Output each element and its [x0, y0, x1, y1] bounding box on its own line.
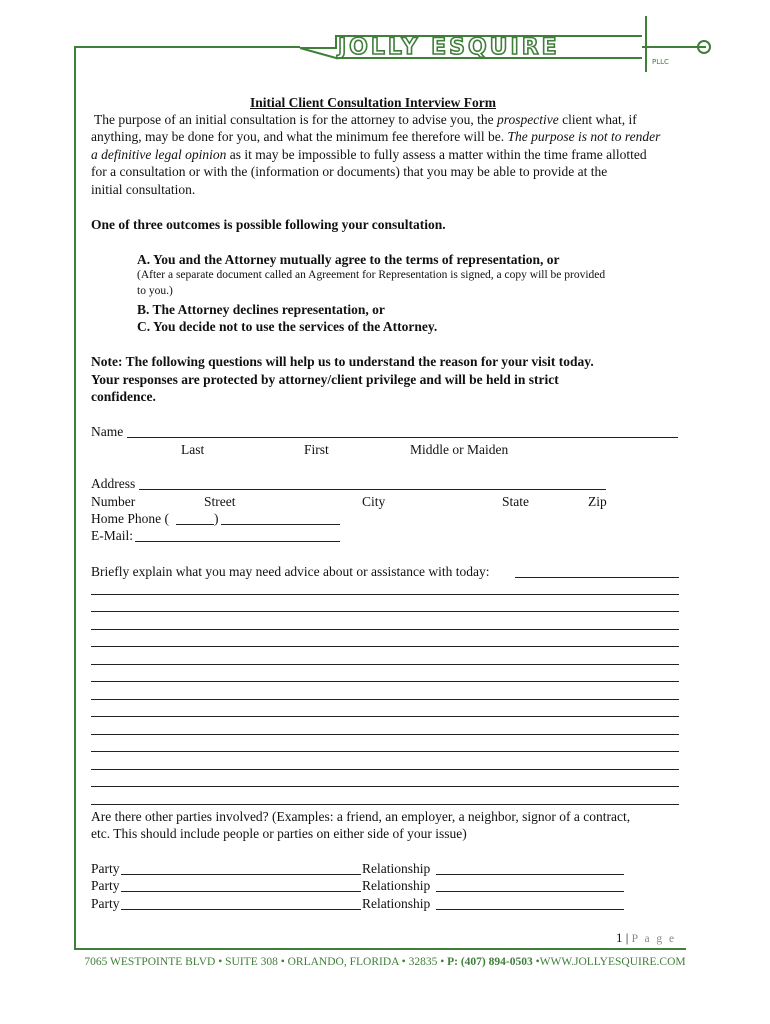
email-label: E-Mail: — [91, 528, 133, 543]
explain-line-9[interactable] — [91, 734, 679, 735]
name-middle-label: Middle or Maiden — [410, 442, 509, 457]
footer-contact: 7065 WESTPOINTE BLVD • SUITE 308 • ORLANDO, FLORIDA • 32835 • P: (407) 894-0503 •WWW.JOLLYESQUIRE.COM — [84, 956, 686, 968]
page-number: 1 | P a g e — [616, 930, 677, 945]
form-title: Initial Client Consultation Interview Form — [250, 95, 496, 110]
name-label: Name — [91, 424, 124, 439]
party-field-3[interactable] — [121, 909, 361, 910]
name-field[interactable] — [127, 437, 678, 438]
relationship-label-1: Relationship — [362, 861, 431, 876]
parties-line-2: etc. This should include people or parties on either side of your issue) — [91, 826, 467, 841]
page-frame-bottom — [74, 948, 686, 950]
svg-text:JOLLY ESQUIRE: JOLLY ESQUIRE — [338, 35, 560, 60]
name-last-label: Last — [181, 442, 205, 457]
party-field-1[interactable] — [121, 874, 361, 875]
relationship-field-1[interactable] — [436, 874, 624, 875]
parties-line-1: Are there other parties involved? (Examples: a friend, an employer, a neighbor, signor of a contract, — [91, 809, 631, 824]
note-line-1: Note: The following questions will help us to understand the reason for your visit today. — [91, 354, 594, 369]
note-line-3: confidence. — [91, 389, 156, 404]
phone-number-field[interactable] — [221, 524, 340, 525]
outcome-a-note-1: (After a separate document called an Agreement for Representation is signed, a copy will be provided — [137, 269, 606, 281]
explain-line-7[interactable] — [91, 699, 679, 700]
addr-street-label: Street — [204, 494, 236, 509]
relationship-label-2: Relationship — [362, 878, 431, 893]
intro-line-4: for a consultation or with the (information or documents) that you may be able to provide at the — [91, 164, 608, 179]
party-field-2[interactable] — [121, 891, 361, 892]
party-label-3: Party — [91, 896, 120, 911]
relationship-label-3: Relationship — [362, 896, 431, 911]
name-first-label: First — [304, 442, 329, 457]
outcome-a-note-2: to you.) — [137, 285, 173, 297]
addr-state-label: State — [502, 494, 529, 509]
outcome-c: C. You decide not to use the services of the Attorney. — [137, 319, 438, 334]
explain-line-11[interactable] — [91, 769, 679, 770]
note-line-2: Your responses are protected by attorney/client privilege and will be held in strict — [91, 372, 559, 387]
jolly-esquire-logo — [296, 12, 716, 74]
party-label-2: Party — [91, 878, 120, 893]
explain-line-6[interactable] — [91, 681, 679, 682]
home-phone-label: Home Phone ( — [91, 511, 169, 526]
svg-text:PLLC: PLLC — [652, 58, 669, 66]
address-label: Address — [91, 476, 136, 491]
explain-line-3[interactable] — [91, 629, 679, 630]
relationship-field-2[interactable] — [436, 891, 624, 892]
page-frame-top — [74, 46, 300, 48]
outcomes-heading: One of three outcomes is possible following your consultation. — [91, 217, 446, 232]
home-phone-paren: ) — [214, 511, 219, 526]
intro-line-5: initial consultation. — [91, 182, 196, 197]
explain-line-2[interactable] — [91, 611, 679, 612]
address-field[interactable] — [139, 489, 606, 490]
page-frame-left — [74, 46, 76, 950]
addr-zip-label: Zip — [588, 494, 607, 509]
relationship-field-3[interactable] — [436, 909, 624, 910]
addr-city-label: City — [362, 494, 386, 509]
explain-line-5[interactable] — [91, 664, 679, 665]
intro-line-1: The purpose of an initial consultation is for the attorney to advise you, the prospective client what, if — [94, 112, 637, 127]
outcome-a: A. You and the Attorney mutually agree to the terms of representation, or — [137, 252, 560, 267]
explain-label: Briefly explain what you may need advice about or assistance with today: — [91, 564, 490, 579]
addr-number-label: Number — [91, 494, 136, 509]
phone-area-code-field[interactable] — [176, 524, 214, 525]
explain-line-10[interactable] — [91, 751, 679, 752]
explain-line-13[interactable] — [91, 804, 679, 805]
explain-line-1[interactable] — [91, 594, 679, 595]
explain-line-12[interactable] — [91, 786, 679, 787]
explain-line-8[interactable] — [91, 716, 679, 717]
explain-line-0[interactable] — [515, 577, 679, 578]
outcome-b: B. The Attorney declines representation, or — [137, 302, 385, 317]
intro-line-3: a definitive legal opinion as it may be impossible to fully assess a matter within the time frame allotted — [91, 147, 647, 162]
explain-line-4[interactable] — [91, 646, 679, 647]
intro-line-2: anything, may be done for you, and what the minimum fee therefore will be. The purpose is not to render — [91, 129, 661, 144]
party-label-1: Party — [91, 861, 120, 876]
email-field[interactable] — [135, 541, 340, 542]
